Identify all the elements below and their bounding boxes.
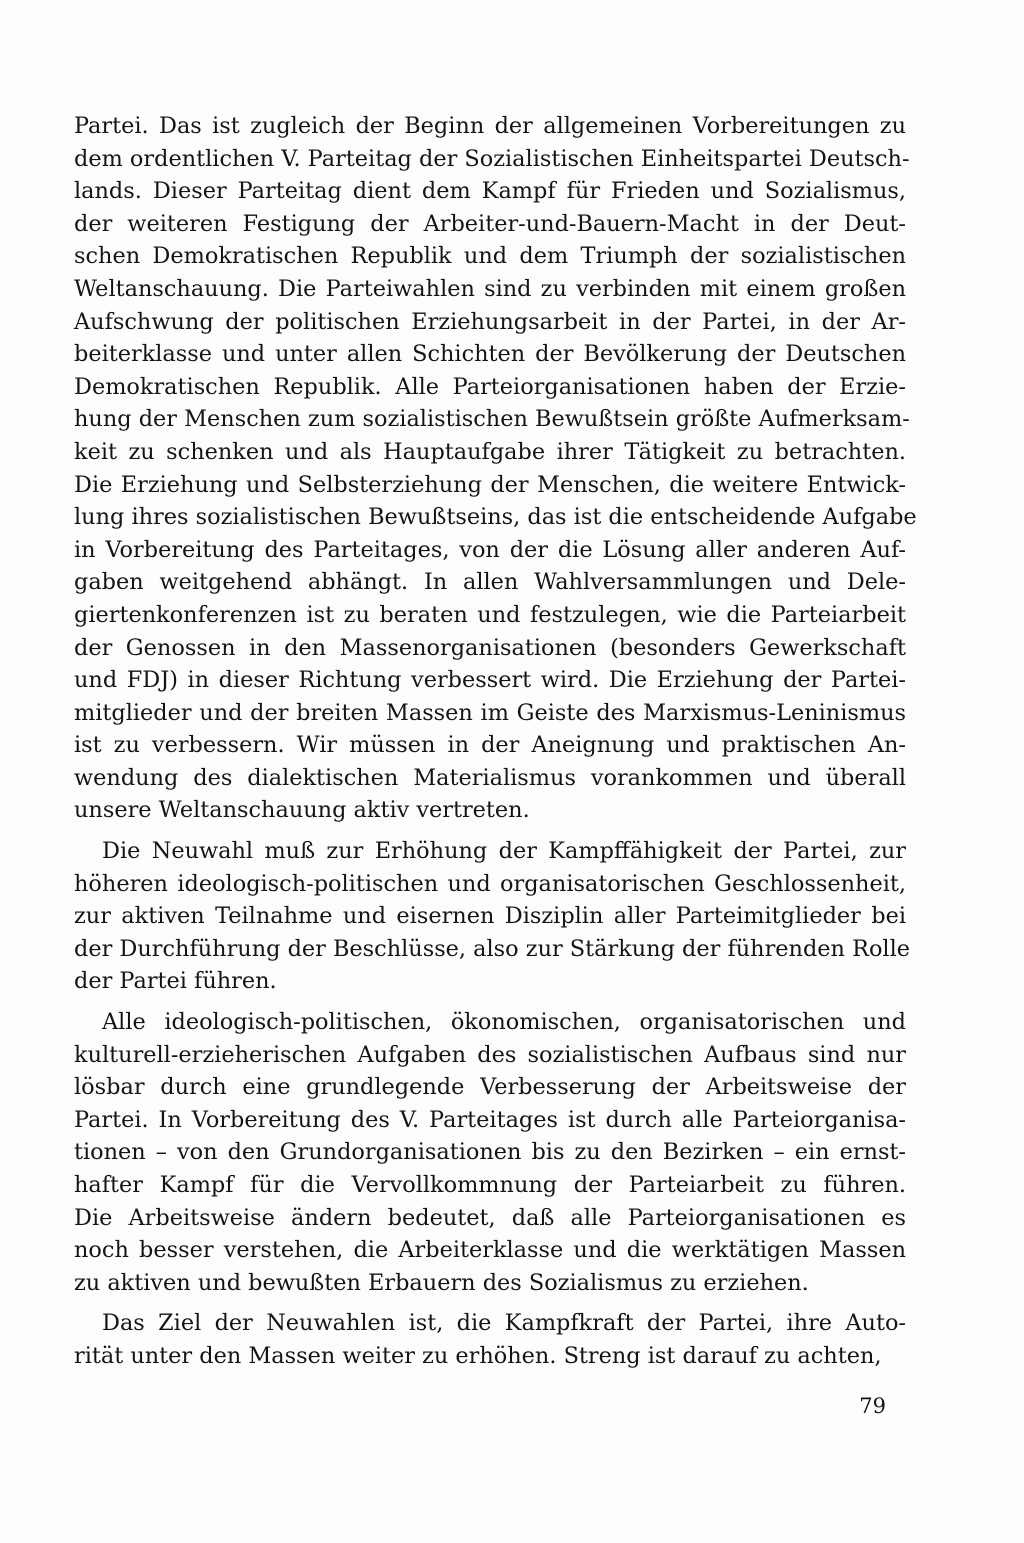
paragraph — [74, 1006, 906, 1299]
text-line: gaben weitgehend abhängt. In allen Wahlversammlungen und Dele- — [74, 569, 906, 596]
text-line: der weiteren Festigung der Arbeiter-und-Bauern-Macht in der Deut- — [74, 210, 906, 237]
text-line: in Vorbereitung des Parteitages, von der die Lösung aller anderen Auf- — [74, 536, 906, 563]
text-line: Demokratischen Republik. Alle Parteiorganisationen haben der Erzie- — [74, 373, 906, 400]
text-line: kulturell-erzieherischen Aufgaben des sozialistischen Aufbaus sind nur — [74, 1041, 906, 1068]
text-line: Die Erziehung und Selbsterziehung der Menschen, die weitere Entwick- — [74, 471, 906, 498]
text-line: Partei. In Vorbereitung des V. Parteitages ist durch alle Parteiorganisa- — [74, 1106, 906, 1133]
text-line: Das Ziel der Neuwahlen ist, die Kampfkraft der Partei, ihre Auto- — [102, 1310, 906, 1337]
text-line: keit zu schenken und als Hauptaufgabe ihrer Tätigkeit zu betrachten. — [74, 438, 906, 465]
paragraph — [74, 835, 910, 998]
text-line: Partei. Das ist zugleich der Beginn der allgemeinen Vorbereitungen zu — [74, 113, 906, 139]
text-line: wendung des dialektischen Materialismus vorankommen und überall — [74, 764, 906, 791]
text-line: lands. Dieser Parteitag dient dem Kampf für Frieden und Sozialismus, — [74, 178, 906, 205]
body-text — [74, 110, 917, 1381]
text-line: höheren ideologisch-politischen und organisatorischen Geschlossenheit, — [74, 870, 906, 897]
text-line: giertenkonferenzen ist zu beraten und festzulegen, wie die Parteiarbeit — [74, 601, 906, 628]
text-line: Alle ideologisch-politischen, ökonomischen, organisatorischen und — [102, 1009, 906, 1036]
text-line: Aufschwung der politischen Erziehungsarbeit in der Partei, in der Ar- — [74, 308, 906, 335]
text-line: ist zu verbessern. Wir müssen in der Aneignung und praktischen An- — [74, 732, 906, 759]
text-line: noch besser verstehen, die Arbeiterklasse und die werktätigen Massen — [74, 1237, 906, 1264]
text-line: Die Neuwahl muß zur Erhöhung der Kampffähigkeit der Partei, zur — [102, 838, 906, 865]
text-line: schen Demokratischen Republik und dem Triumph der sozialistischen — [74, 243, 906, 270]
text-line: unsere Weltanschauung aktiv vertreten. — [74, 797, 530, 824]
text-line: lösbar durch eine grundlegende Verbesserung der Arbeitsweise der — [74, 1074, 906, 1101]
text-line: Die Arbeitsweise ändern bedeutet, daß alle Parteiorganisationen es — [74, 1204, 906, 1231]
text-line: der Partei führen. — [74, 968, 277, 995]
paragraph — [74, 110, 917, 827]
text-line: zu aktiven und bewußten Erbauern des Sozialismus zu erziehen. — [74, 1269, 809, 1296]
text-line: hung der Menschen zum sozialistischen Bewußtsein größte Aufmerksam- — [74, 406, 910, 433]
text-line: der Genossen in den Massenorganisationen (besonders Gewerkschaft — [74, 634, 906, 661]
paragraph — [74, 1307, 906, 1372]
text-line: beiterklasse und unter allen Schichten der Bevölkerung der Deutschen — [74, 341, 906, 368]
text-line: der Durchführung der Beschlüsse, also zur Stärkung der führenden Rolle — [74, 935, 910, 962]
text-line: zur aktiven Teilnahme und eisernen Disziplin aller Parteimitglieder bei — [74, 903, 906, 930]
text-line: tionen – von den Grundorganisationen bis zu den Bezirken – ein ernst- — [74, 1139, 906, 1166]
text-line: und FDJ) in dieser Richtung verbessert wird. Die Erziehung der Partei- — [74, 667, 906, 694]
page-number: 79 — [859, 1394, 886, 1418]
text-line: hafter Kampf für die Vervollkommnung der Parteiarbeit zu führen. — [74, 1172, 906, 1198]
text-line: dem ordentlichen V. Parteitag der Sozialistischen Einheitspartei Deutsch- — [74, 145, 910, 172]
text-line: rität unter den Massen weiter zu erhöhen. Streng ist darauf zu achten, — [74, 1342, 882, 1369]
text-line: lung ihres sozialistischen Bewußtseins, das ist die entscheidende Aufgabe — [74, 504, 917, 531]
text-line: Weltanschauung. Die Parteiwahlen sind zu verbinden mit einem großen — [74, 275, 906, 302]
text-line: mitglieder und der breiten Massen im Geiste des Marxismus-Leninismus — [74, 699, 906, 726]
